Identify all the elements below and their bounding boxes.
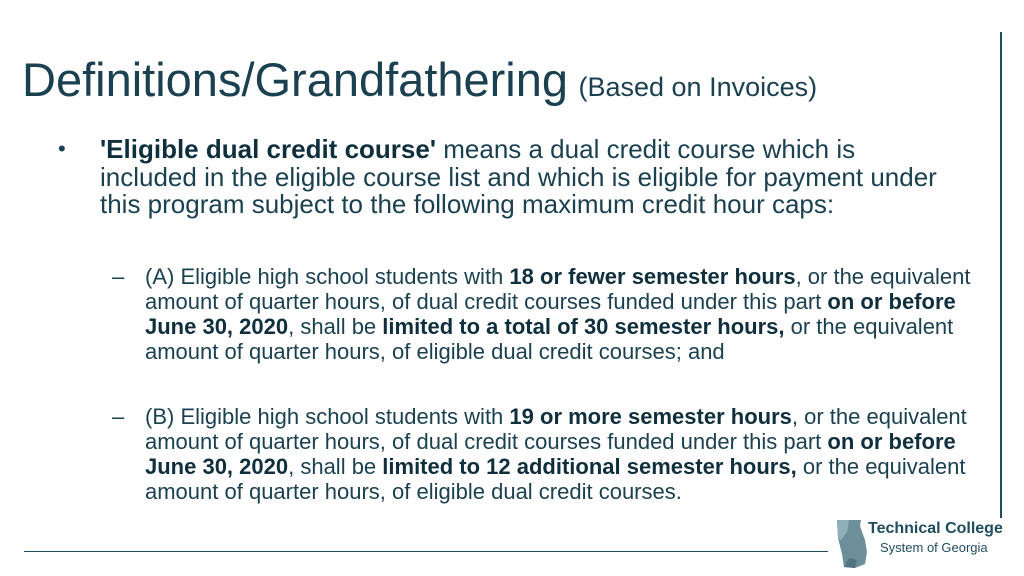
bullet-marker: • [58,136,66,161]
bottom-divider-line [24,551,828,552]
text-segment: (A) Eligible high school students with [145,264,510,289]
bold-segment: limited to 12 additional semester hours, [382,454,797,479]
text-segment: or the equivalent amount of quarter hours, of eligible dual credit courses; and [145,314,954,364]
bold-segment: 18 or fewer semester hours [509,264,796,289]
logo-line2: System of Georgia [880,540,988,555]
bold-segment: on or before June 30, 2020 [145,429,956,479]
text-segment: (B) Eligible high school students with [145,404,510,429]
sub-item-text [145,404,972,504]
slide-title [22,52,817,107]
bold-segment: 19 or more semester hours [509,404,792,429]
text-segment: , shall be [288,454,383,479]
logo-line1: Technical College [868,520,1003,537]
text-segment: , shall be [288,314,383,339]
sub-item-text [145,264,972,364]
sub-item-b [112,404,972,504]
title-main: Definitions/Grandfathering [22,53,569,106]
bold-segment: limited to a total of 30 semester hours, [382,314,785,339]
text-segment: , or the equivalent amount of quarter hours, of dual credit courses funded under this part [145,404,967,454]
dash-marker: – [112,264,125,289]
dash-marker: – [112,404,125,429]
definition-text [100,136,958,219]
definition-term: 'Eligible dual credit course' [100,134,437,164]
text-segment: or the equivalent amount of quarter hours, of eligible dual credit courses. [145,454,966,504]
text-segment: , or the equivalent amount of quarter hours, of dual credit courses funded under this part [145,264,971,314]
sub-item-a [112,264,972,364]
definition-body: means a dual credit course which is included in the eligible course list and which is eligible for payment under this program subject to the following maximum credit hour caps: [100,134,937,219]
right-divider-line [1000,32,1002,518]
bold-segment: on or before June 30, 2020 [145,289,956,339]
title-subtitle: (Based on Invoices) [578,72,818,102]
bullet-definition [58,136,958,219]
